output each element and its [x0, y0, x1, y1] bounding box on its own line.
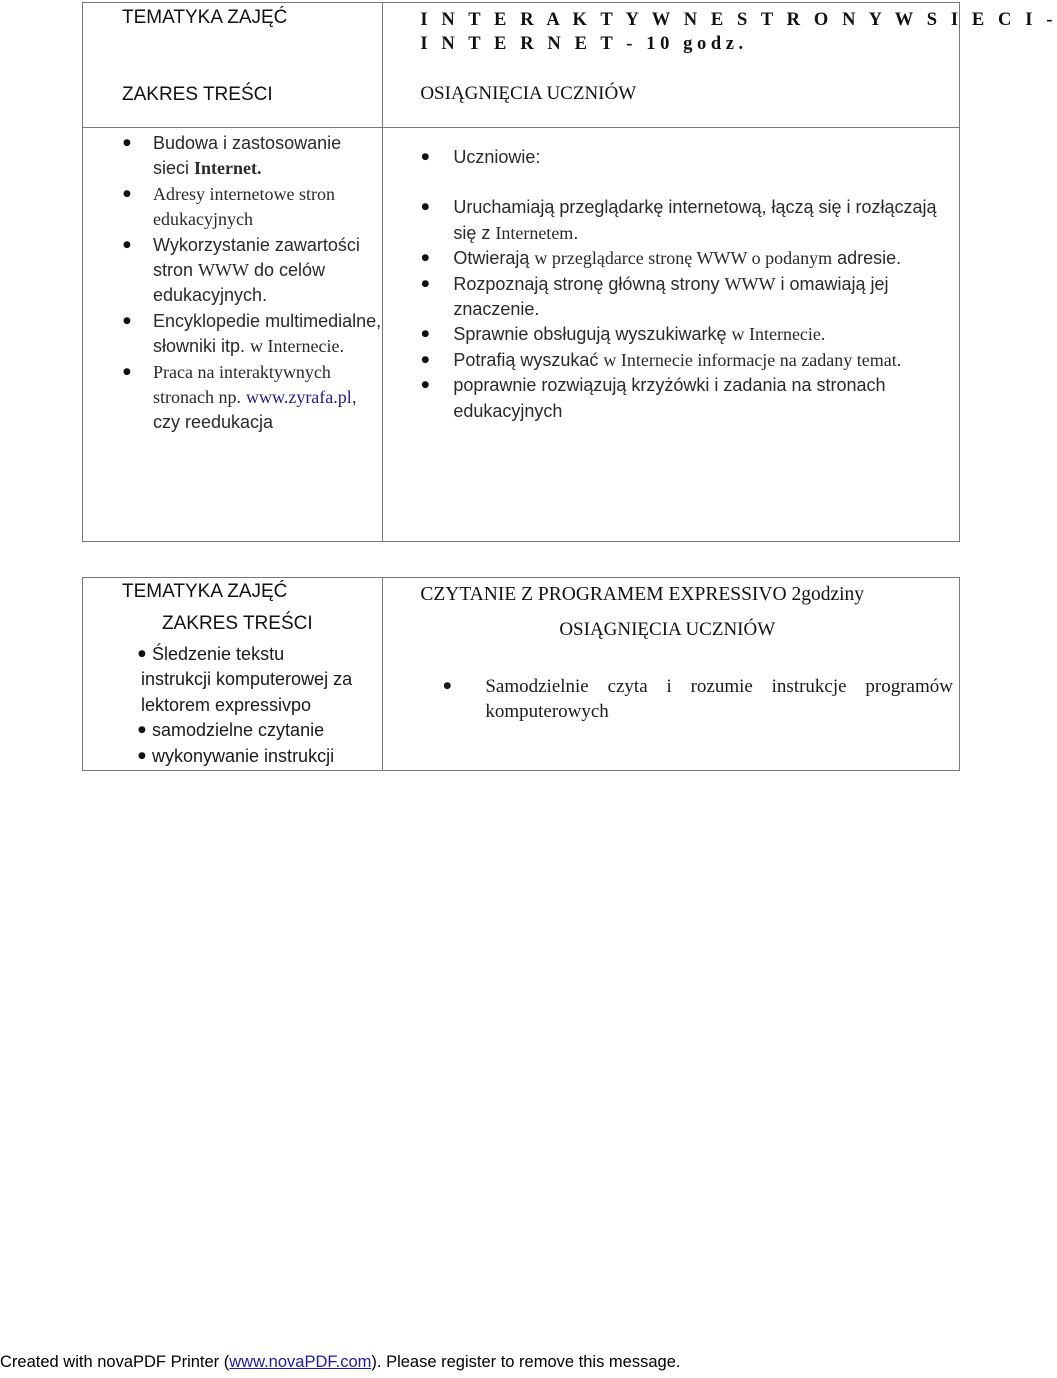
list-item: ● poprawnie rozwiązują krzyżówki i zadania na stronach edukacyjnych [383, 373, 959, 424]
list-item: ● Wykorzystanie zawartości stron WWW do celów edukacyjnych. [83, 233, 382, 309]
bullet-icon: ● [443, 681, 452, 691]
curriculum-table-expressivo [82, 577, 960, 771]
section-title-line1: I N T E R A K T Y W N E S T R O N Y W S I E C I - [420, 10, 1057, 30]
achievements-label: OSIĄGNIĘCIA UCZNIÓW [559, 619, 776, 640]
achievements-content-cell [383, 128, 960, 542]
achievements-cell [383, 578, 960, 771]
topic-label: TEMATYKA ZAJĘĆ [122, 581, 288, 602]
list-item: ● Encyklopedie multimedialne, słowniki itp. w Internecie. [83, 309, 382, 360]
list-item: ● Śledzenie tekstu instrukcji komputerowej za lektorem expressivpo [83, 642, 382, 718]
achievements-label: OSIĄGNIĘCIA UCZNIÓW [420, 83, 637, 104]
list-item: ● Uczniowie: [383, 145, 959, 170]
topic-label: TEMATYKA ZAJĘĆ [122, 7, 288, 28]
title-header-cell [383, 3, 1057, 128]
list-item: ● Praca na interaktywnych stronach np. www.zyrafa.pl, czy reedukacja [83, 360, 382, 436]
list-item: ● wykonywanie instrukcji [83, 744, 382, 769]
scope-label: ZAKRES TREŚCI [122, 84, 273, 105]
list-item: ● Rozpoznają stronę główną strony WWW i omawiają jej znaczenie. [383, 272, 959, 323]
curriculum-table-internet [82, 2, 1057, 542]
topic-header-cell [83, 3, 383, 128]
list-item: ● Adresy internetowe stron edukacyjnych [83, 182, 382, 233]
scope-content-cell [83, 128, 383, 542]
scope-label: ZAKRES TREŚCI [162, 613, 313, 634]
list-item: ● Sprawnie obsługują wyszukiwarkę w Internecie. [383, 322, 959, 347]
list-item: ● Potrafią wyszukać w Internecie informacje na zadany temat. [383, 348, 959, 373]
list-item: ● samodzielne czytanie [83, 718, 382, 743]
pdf-watermark-footer: Created with novaPDF Printer (www.novaPDF.com). Please register to remove this message. [0, 1353, 681, 1371]
section-title: CZYTANIE Z PROGRAMEM EXPRESSIVO 2godziny [420, 584, 865, 605]
list-item: ● Budowa i zastosowanie sieci Internet. [83, 131, 382, 182]
scope-list [83, 642, 382, 769]
website-link[interactable]: www.zyrafa.pl [246, 387, 352, 408]
scope-list [83, 131, 382, 436]
list-item: ● Uruchamiają przeglądarkę internetową, łączą się i rozłączają się z Internetem. [383, 195, 959, 246]
footer-link[interactable]: www.novaPDF.com [229, 1353, 372, 1371]
scope-cell [83, 578, 383, 771]
list-item: ● Otwierają w przeglądarce stronę WWW o podanym adresie. [383, 246, 959, 271]
section-title-line2: I N T E R N E T - 10 godz. [420, 34, 748, 54]
achievement-paragraph: ● Samodzielnie czyta i rozumie instrukcje programów komputerowych [443, 676, 953, 722]
achievements-list [383, 145, 959, 424]
